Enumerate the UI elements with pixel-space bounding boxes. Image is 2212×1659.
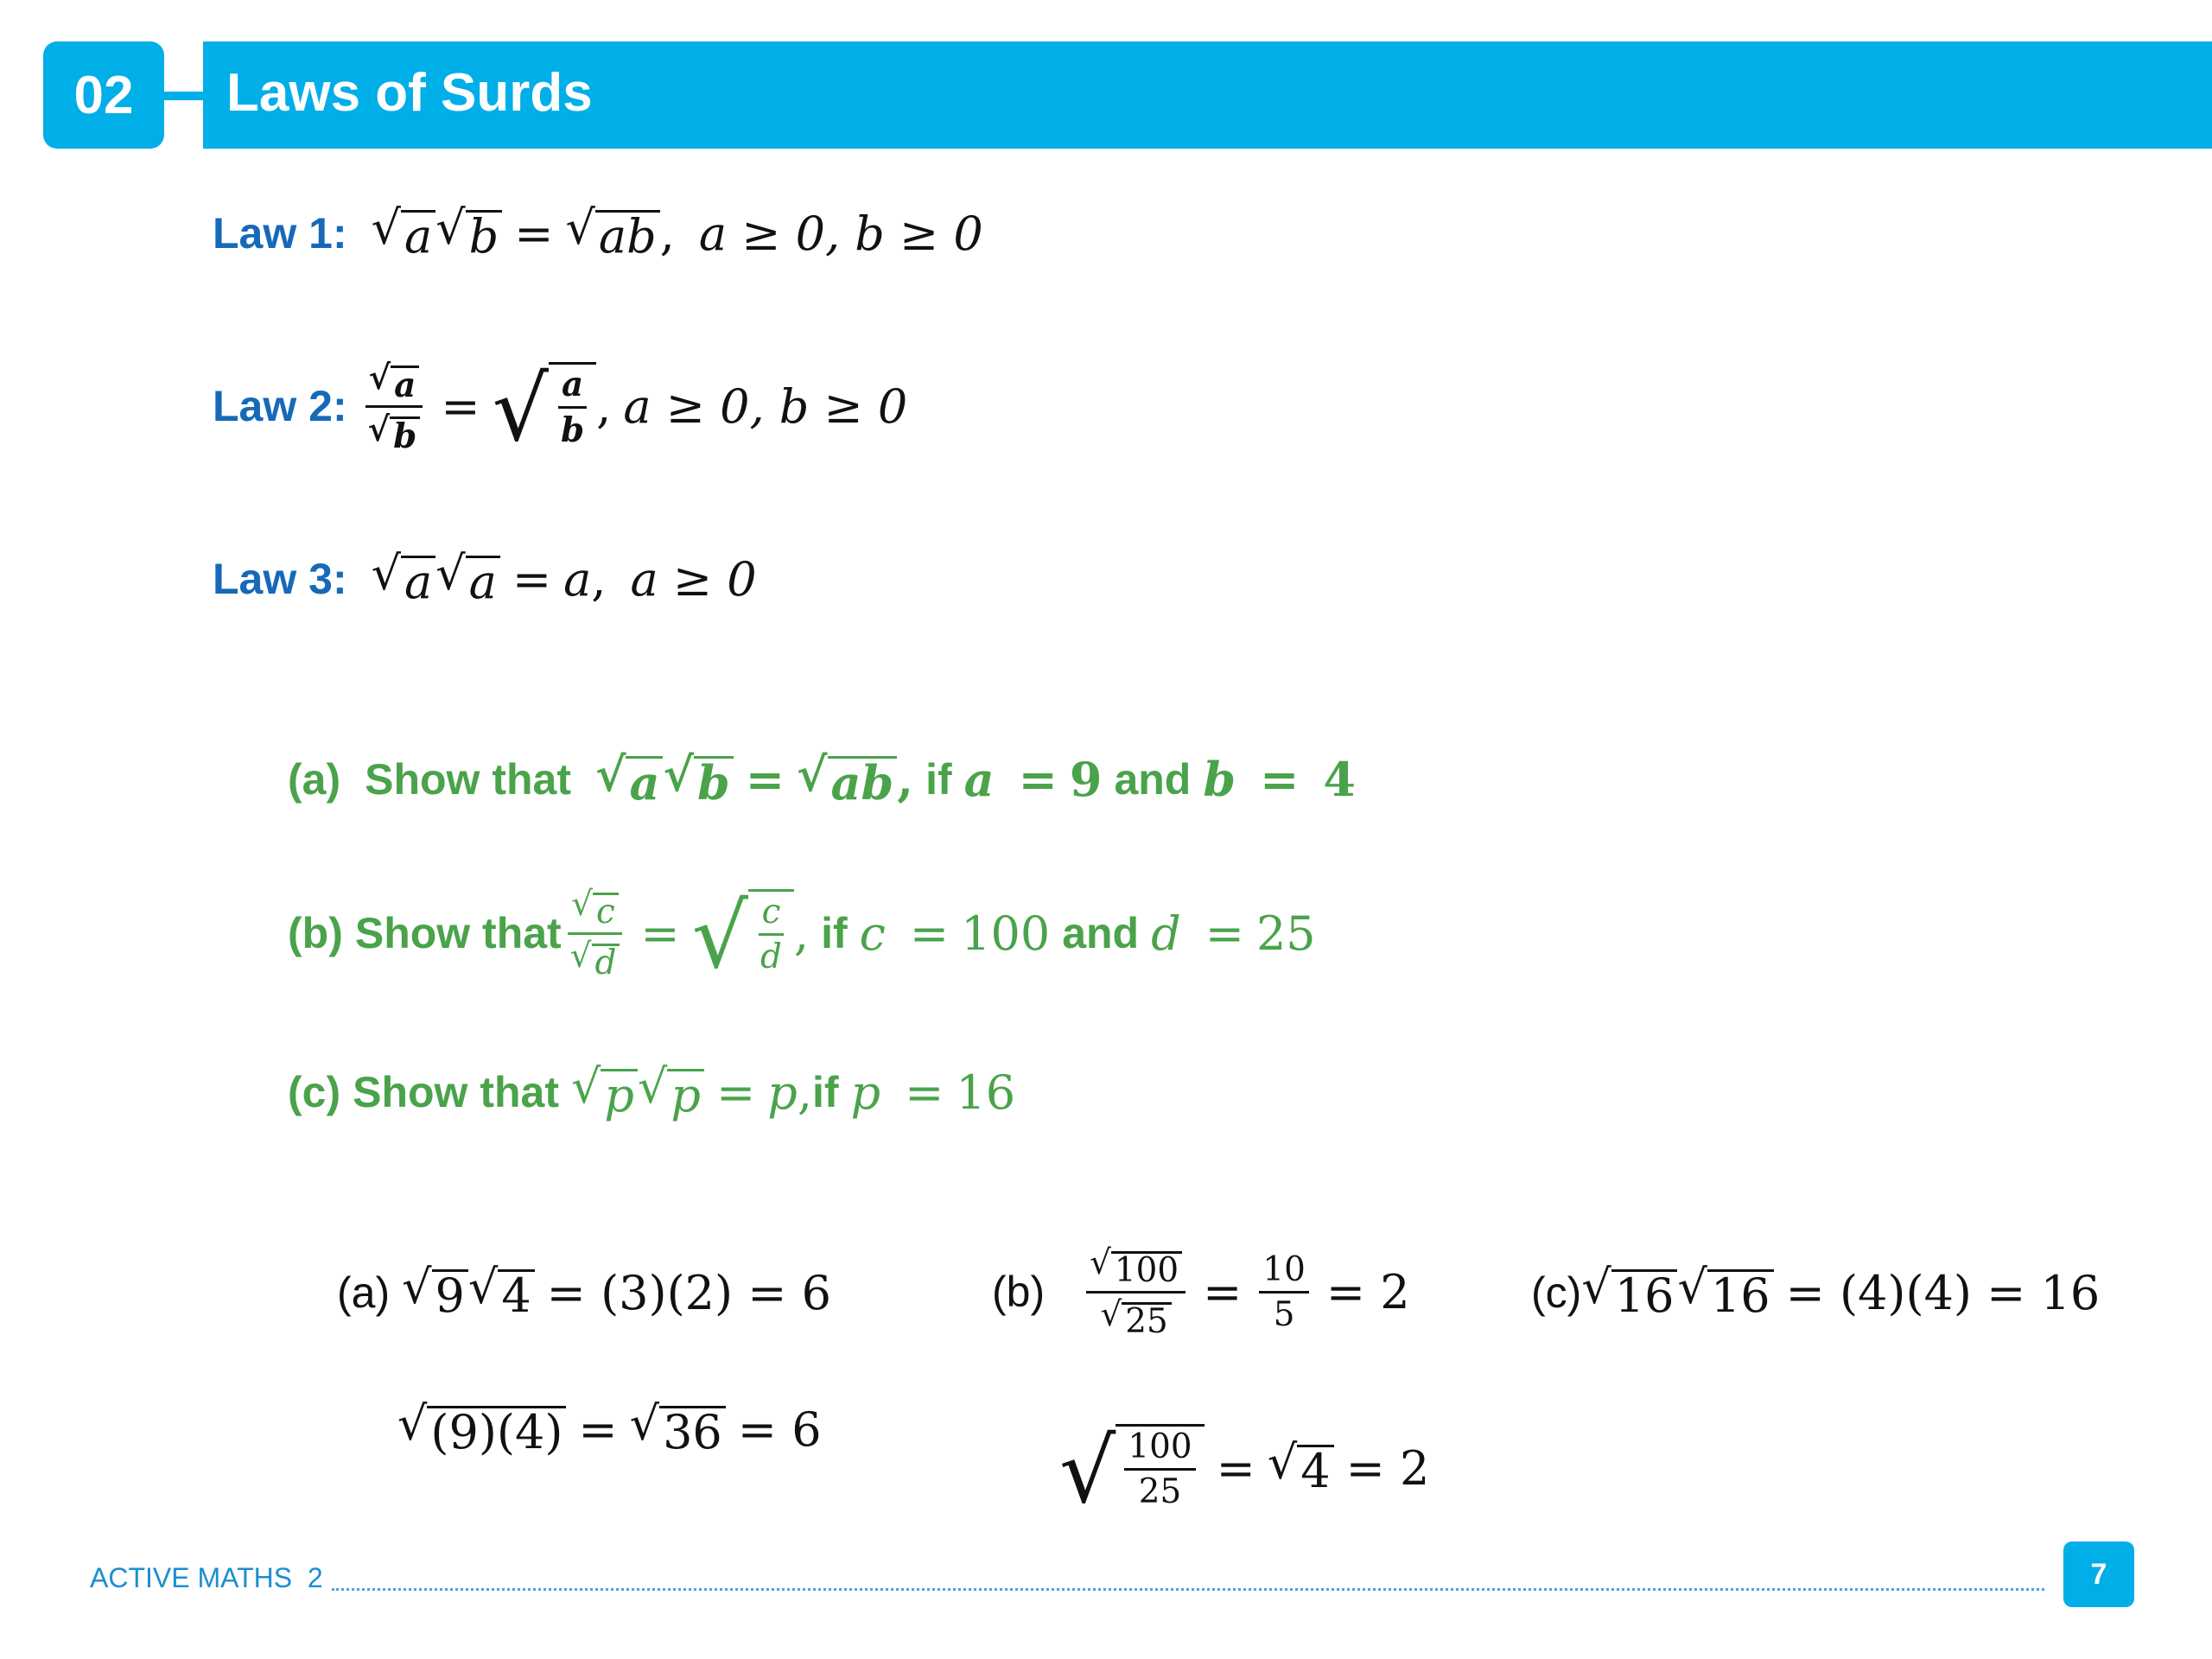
solution-b-line-1: (b) √ 100 √ 25 = $\frac{10}{5}$ = 2 xyxy=(992,1243,1410,1342)
solution-b-result-1: = 2 xyxy=(1325,1264,1410,1319)
question-b: (b) Show that √ c √ d = √ $\frac{c}{d}$ , if c = 100 and d = 25 xyxy=(288,885,1316,988)
footer-book-title: ACTIVE MATHS 2 xyxy=(90,1562,323,1593)
law-3-formula: √ a √ a = a , a ≥ 0 xyxy=(371,545,757,610)
question-a-b-value: 4 xyxy=(1323,752,1356,807)
law-1-label: Law 1: xyxy=(213,209,347,257)
header-connector xyxy=(162,92,206,100)
law-1-condition: a ≥ 0, b ≥ 0 xyxy=(698,206,983,261)
law-3-label: Law 3: xyxy=(213,555,347,603)
question-c-formula: √ p √ p = p , xyxy=(570,1058,812,1123)
question-a-a-value: 9 xyxy=(1069,752,1103,807)
question-a-label: (a) xyxy=(288,755,341,804)
section-number: 02 xyxy=(43,41,164,149)
question-a-if: if xyxy=(925,755,952,804)
question-a-text: Show that xyxy=(365,755,571,804)
solution-b-label: (b) xyxy=(992,1268,1046,1316)
law-2 xyxy=(213,346,907,467)
question-c-if: if xyxy=(811,1068,839,1116)
law-2-condition: a ≥ 0, b ≥ 0 xyxy=(623,378,908,434)
solution-c-line-1: (c) √ 16 √ 16 = (4)(4) = 16 xyxy=(1531,1259,2101,1324)
question-a-formula: √ a √ b = √ ab , xyxy=(594,746,914,811)
question-c-p-value: 16 xyxy=(956,1065,1016,1120)
footer-dotted-rule xyxy=(332,1588,2044,1591)
law-1-formula: √ a √ b = √ ab , a ≥ 0, b ≥ 0 xyxy=(371,200,983,264)
question-c: (c) Show that √ p √ p = p , if p = 16 xyxy=(288,1058,1016,1123)
law-2-label: Law 2: xyxy=(213,382,347,430)
question-c-text: Show that xyxy=(353,1068,559,1116)
question-b-text: Show that xyxy=(354,909,562,957)
page-number: 7 xyxy=(2063,1541,2134,1607)
solution-a-result-2: = 6 xyxy=(737,1402,822,1457)
page-title: Laws of Surds xyxy=(226,63,593,123)
question-b-d-value: 25 xyxy=(1255,906,1316,961)
question-b-formula: √ c √ d = √ $\frac{c}{d}$ , xyxy=(562,885,809,982)
question-b-if: if xyxy=(821,909,848,957)
solution-b-line-2: √ $\frac{100}{25}$ = √ 4 = 2 xyxy=(1059,1420,1430,1523)
question-a: (a) Show that √ a √ b = √ ab , if a = 9 and b = 4 xyxy=(288,746,1356,811)
question-a-and: and xyxy=(1114,755,1192,804)
question-b-label: (b) xyxy=(288,909,343,957)
solution-b-result-2: = 2 xyxy=(1345,1440,1430,1496)
solution-a-line-2: √ (9)(4) = √ 36 = 6 xyxy=(397,1395,822,1460)
solution-a-line-1: (a) √ 9 √ 4 = (3)(2) = 6 xyxy=(337,1259,831,1324)
solution-a-label: (a) xyxy=(337,1268,391,1317)
law-3-condition: a ≥ 0 xyxy=(630,551,757,607)
law-2-formula: √ a √ b = √ $\frac{a}{b}$ , a ≥ 0, b ≥ 0 xyxy=(359,358,908,454)
solution-c-result-1: = (4)(4) = 16 xyxy=(1785,1265,2101,1320)
question-b-c-value: 100 xyxy=(961,906,1051,961)
law-1 xyxy=(213,199,983,268)
solution-a-result-1: = (3)(2) = 6 xyxy=(546,1265,831,1320)
solution-c-label: (c) xyxy=(1531,1268,1582,1317)
law-3 xyxy=(213,544,757,613)
question-c-label: (c) xyxy=(288,1068,341,1116)
question-b-and: and xyxy=(1062,909,1140,957)
